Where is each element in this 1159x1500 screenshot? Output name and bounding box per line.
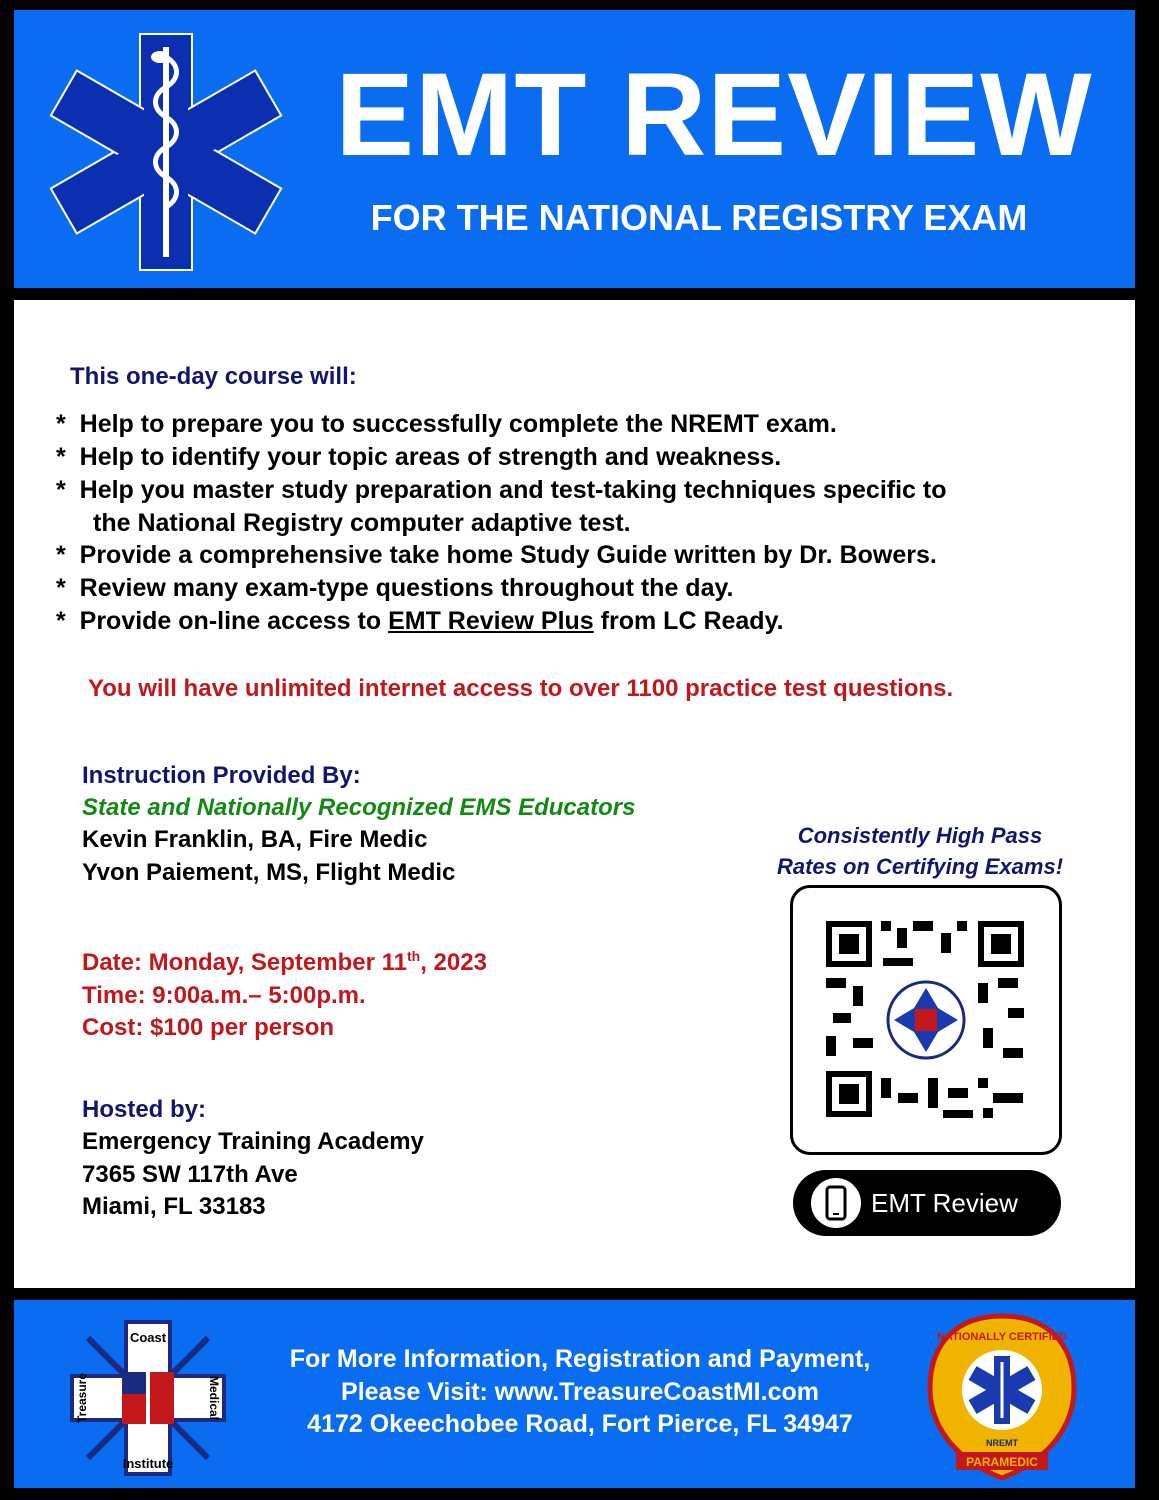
svg-text:NREMT: NREMT xyxy=(986,1438,1018,1448)
host-name: Emergency Training Academy xyxy=(82,1128,424,1155)
list-item: * Provide on-line access to EMT Review Plus from LC Ready. xyxy=(56,607,784,635)
qr-code-icon xyxy=(793,888,1059,1152)
emt-review-plus-link[interactable]: EMT Review Plus xyxy=(388,607,594,635)
list-item: * Provide a comprehensive take home Study Guide written by Dr. Bowers. xyxy=(56,541,937,569)
svg-text:PARAMEDIC: PARAMEDIC xyxy=(966,1455,1038,1469)
svg-text:Medical: Medical xyxy=(207,1375,221,1421)
instructor-name: Kevin Franklin, BA, Fire Medic xyxy=(82,826,428,853)
list-item: * Help you master study preparation and test-taking techniques specific to xyxy=(56,476,947,504)
host-city: Miami, FL 33183 xyxy=(82,1193,266,1220)
svg-text:Treasure: Treasure xyxy=(75,1372,89,1424)
page-subtitle: FOR THE NATIONAL REGISTRY EXAM xyxy=(370,197,1028,238)
list-item: * Help to identify your topic areas of strength and weakness. xyxy=(56,443,782,471)
svg-text:NATIONALLY CERTIFIED: NATIONALLY CERTIFIED xyxy=(937,1331,1067,1343)
qr-code[interactable] xyxy=(790,885,1062,1155)
instructor-name: Yvon Paiement, MS, Flight Medic xyxy=(82,859,456,886)
svg-text:Coast: Coast xyxy=(129,1330,167,1345)
host-heading: Hosted by: xyxy=(82,1096,207,1123)
host-street: 7365 SW 117th Ave xyxy=(82,1161,298,1188)
nremt-paramedic-patch-logo xyxy=(926,1312,1078,1482)
instruction-heading: Instruction Provided By: xyxy=(82,762,361,789)
course-heading: This one-day course will: xyxy=(70,363,357,390)
list-item: * Help to prepare you to successfully complete the NREMT exam. xyxy=(56,410,837,438)
footer-website-line[interactable]: Please Visit: www.TreasureCoastMI.com xyxy=(341,1378,819,1406)
treasure-coast-medical-institute-logo xyxy=(70,1320,226,1476)
svg-text:Institute: Institute xyxy=(122,1456,174,1471)
list-item-continued: the National Registry computer adaptive test. xyxy=(93,509,631,537)
footer-info-line: For More Information, Registration and Payment, xyxy=(289,1345,871,1373)
pass-rate-callout: Consistently High Pass Rates on Certifying Exams! xyxy=(776,823,1064,879)
page-title: EMT REVIEW xyxy=(335,49,1093,181)
star-of-life-icon xyxy=(46,32,286,272)
event-time: Time: 9:00a.m.– 5:00p.m. xyxy=(82,982,366,1009)
list-item: * Review many exam-type questions throughout the day. xyxy=(56,574,734,602)
footer-address-line: 4172 Okeechobee Road, Fort Pierce, FL 34947 xyxy=(307,1410,853,1438)
emt-review-button[interactable] xyxy=(793,1170,1061,1236)
event-cost: Cost: $100 per person xyxy=(82,1014,335,1041)
header-banner xyxy=(14,10,1135,288)
instruction-tagline: State and Nationally Recognized EMS Educators xyxy=(82,794,636,821)
emt-review-button-label: EMT Review xyxy=(871,1188,1018,1218)
phone-icon xyxy=(811,1178,861,1228)
highlight-text: You will have unlimited internet access to over 1100 practice test questions. xyxy=(88,675,954,702)
event-date: Date: Monday, September 11th, 2023 xyxy=(82,948,487,976)
